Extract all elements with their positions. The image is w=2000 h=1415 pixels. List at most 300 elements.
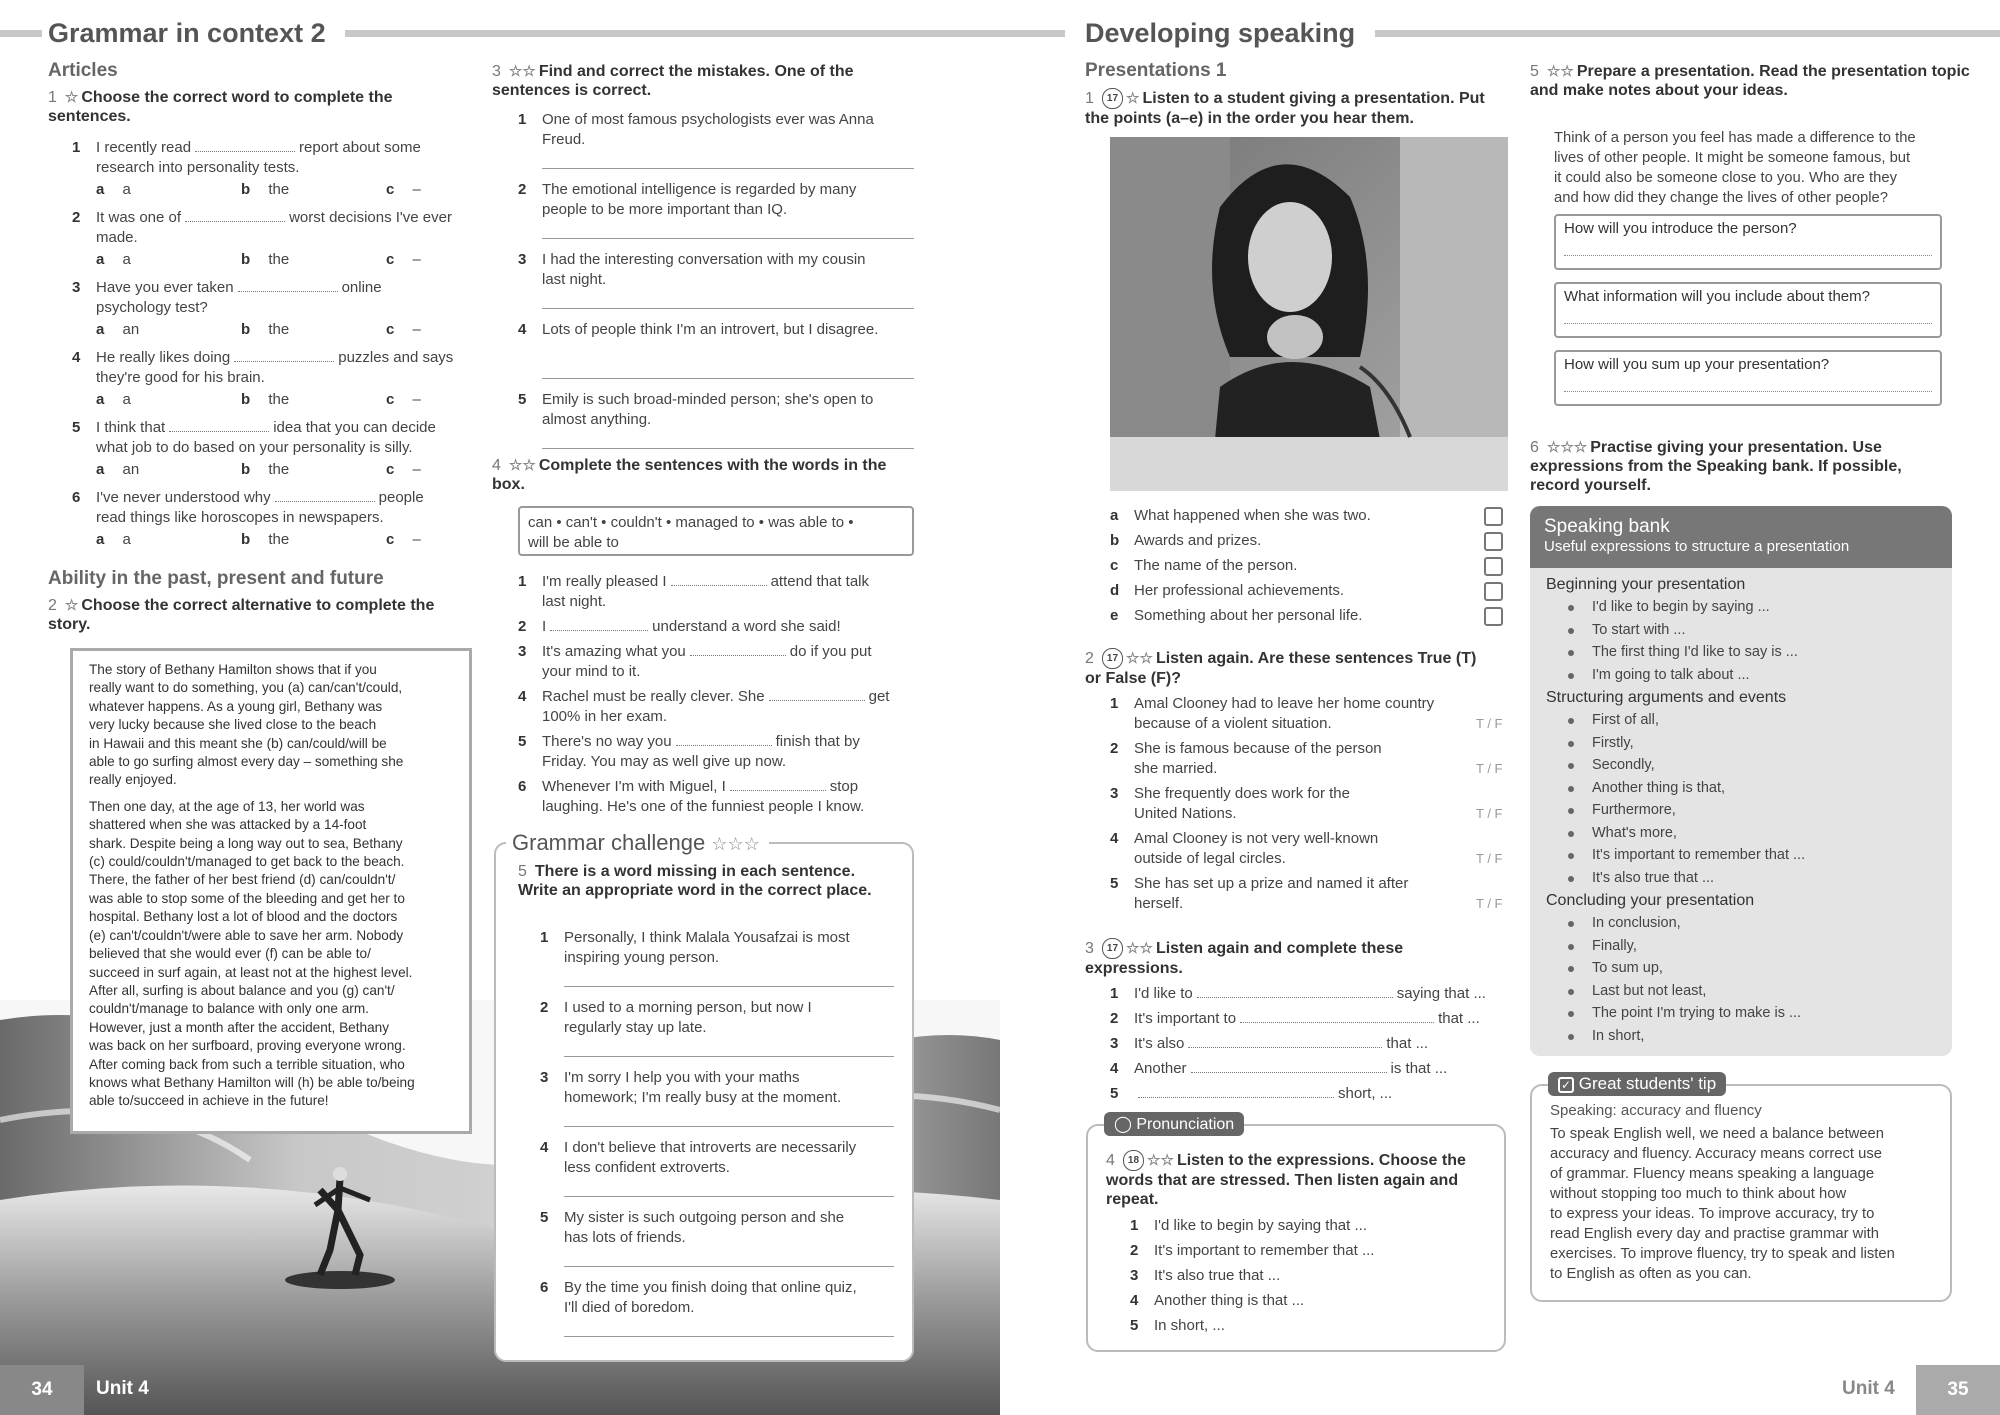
item-text xyxy=(564,998,812,1038)
speaking-exercise-6-instruction: 6 ☆☆☆ Practise giving your presentation. Use expressions from the Speaking bank. If possible, record yourself. xyxy=(1530,439,1902,494)
item-text-pre: It's important to xyxy=(1134,1010,1237,1027)
exercise-5-instruction: 5 There is a word missing in each sentence. Write an appropriate word in the correct place. xyxy=(518,863,872,899)
item-text xyxy=(542,687,889,727)
item-text xyxy=(96,278,382,318)
bank-expression: What's more, xyxy=(1592,824,1677,841)
item-line2: Friday. You may as well give up now. xyxy=(542,753,787,770)
answer-line[interactable] xyxy=(564,1056,894,1057)
item-line2: inspiring young person. xyxy=(564,949,720,966)
order-checkbox[interactable] xyxy=(1484,607,1503,626)
blank-line[interactable] xyxy=(671,574,767,586)
speaking-bank-subtitle: Useful expressions to structure a presentation xyxy=(1544,538,1850,555)
bank-expression: Last but not least, xyxy=(1592,982,1707,999)
story-line: succeed in surf again, at least not at the highest level. xyxy=(89,964,413,980)
item-line2: herself. xyxy=(1134,895,1184,912)
blank-line[interactable] xyxy=(1240,1011,1434,1023)
item-line1: Amal Clooney had to leave her home country xyxy=(1134,695,1435,712)
word-box xyxy=(518,506,914,556)
topic-line: Think of a person you feel has made a difference to the xyxy=(1554,130,1916,146)
point-letter: a xyxy=(1110,507,1119,524)
item-line1: Amal Clooney is not very well-known xyxy=(1134,830,1379,847)
story-line: hospital. Bethany lost a lot of blood and the doctors xyxy=(89,909,398,925)
item-text-pre: Have you ever taken xyxy=(96,279,234,296)
blank-line[interactable] xyxy=(1191,1061,1387,1073)
item-number: 3 xyxy=(1130,1267,1139,1284)
bank-expression: Finally, xyxy=(1592,937,1637,954)
item-text-post: attend that talk xyxy=(770,573,869,590)
item-number: 4 xyxy=(518,321,527,338)
option-text: – xyxy=(412,531,421,548)
star-icon: ☆ xyxy=(64,89,79,106)
item-number: 3 xyxy=(518,251,527,268)
unit-label-left: Unit 4 xyxy=(96,1378,149,1399)
order-checkbox[interactable] xyxy=(1484,582,1503,601)
option[interactable]: a a xyxy=(96,181,131,198)
point-letter: c xyxy=(1110,557,1119,574)
option-text: the xyxy=(268,321,290,338)
bank-expression: First of all, xyxy=(1592,712,1659,728)
option[interactable]: a an xyxy=(96,321,140,338)
story-line: believed that she would ever (f) can be able to/ xyxy=(89,946,371,962)
true-false-choice[interactable]: T / F xyxy=(1476,761,1503,776)
item-text: Another thing is that ... xyxy=(1154,1292,1305,1309)
story-paragraph-1 xyxy=(89,661,453,790)
item-number: 5 xyxy=(72,419,81,436)
true-false-choice[interactable]: T / F xyxy=(1476,716,1503,731)
item-text-post: that ... xyxy=(1438,1010,1480,1027)
blank-line[interactable] xyxy=(169,420,269,432)
item-number: 5 xyxy=(518,733,527,750)
story-line: (e) can't/couldn't/were able to save her arm. Nobody xyxy=(89,927,404,943)
title-rule xyxy=(345,30,1065,37)
answer-line[interactable] xyxy=(542,378,914,379)
item-text xyxy=(1134,1084,1392,1104)
presentation-topic xyxy=(1554,128,1916,208)
blank-line[interactable] xyxy=(676,734,772,746)
page-title-left: Grammar in context 2 xyxy=(48,18,326,48)
story-line: Then one day, at the age of 13, her world was xyxy=(89,798,365,814)
star-icon: ☆☆ xyxy=(1546,63,1574,80)
checkbox-icon: ✓ xyxy=(1558,1077,1574,1093)
item-text xyxy=(96,138,421,178)
item-number: 5 xyxy=(1110,1085,1119,1102)
item-line2: outside of legal circles. xyxy=(1134,850,1286,867)
title-rule xyxy=(0,30,42,37)
option[interactable]: c – xyxy=(386,391,421,408)
item-text: It's also true that ... xyxy=(1154,1267,1281,1284)
item-text-line2: psychology test? xyxy=(96,299,208,316)
story-line: The story of Bethany Hamilton shows that if you xyxy=(89,662,377,677)
tip-line: of grammar. Fluency means speaking a language xyxy=(1550,1166,1875,1182)
tip-line: accuracy and fluency. Accuracy means correct use xyxy=(1550,1146,1882,1162)
true-false-choice[interactable]: T / F xyxy=(1476,806,1503,821)
item-number: 1 xyxy=(518,573,527,590)
item-number: 4 xyxy=(1110,1060,1119,1077)
bank-expression: The first thing I'd like to say is ... xyxy=(1592,644,1798,660)
star-icon: ☆☆ xyxy=(1126,650,1153,667)
point-text: Awards and prizes. xyxy=(1134,532,1262,549)
story-line: really want to do something, you (a) can/can't/could, xyxy=(89,680,403,696)
item-line2: because of a violent situation. xyxy=(1134,715,1332,732)
item-text xyxy=(564,1278,857,1318)
bethany-story-box xyxy=(70,648,472,1134)
answer-line[interactable] xyxy=(542,448,914,449)
item-text-post: that ... xyxy=(1386,1035,1429,1052)
order-checkbox[interactable] xyxy=(1484,507,1503,526)
item-text xyxy=(96,418,436,458)
point-text: What happened when she was two. xyxy=(1134,507,1371,524)
item-number: 3 xyxy=(1110,1035,1119,1052)
item-line1: The emotional intelligence is regarded by many xyxy=(542,181,857,198)
point-letter: d xyxy=(1110,582,1120,599)
option[interactable]: c – xyxy=(386,251,421,268)
option-text: the xyxy=(268,531,290,548)
tip-line: read English every day and practise grammar with xyxy=(1550,1226,1879,1242)
option[interactable]: a a xyxy=(96,531,131,548)
item-text xyxy=(564,1208,844,1248)
page-number-right: 35 xyxy=(1916,1365,2000,1415)
item-line1: I don't believe that introverts are necessarily xyxy=(564,1139,857,1156)
item-text-post: is that ... xyxy=(1390,1060,1448,1077)
item-line1: My sister is such outgoing person and she xyxy=(564,1209,845,1226)
item-text-line2: research into personality tests. xyxy=(96,159,300,176)
blank-line[interactable] xyxy=(234,350,334,362)
point-text: Something about her personal life. xyxy=(1134,607,1363,624)
option-text: a xyxy=(122,251,131,268)
item-number: 4 xyxy=(1110,830,1119,847)
item-text-post: saying that ... xyxy=(1396,985,1486,1002)
item-text: In short, ... xyxy=(1154,1317,1225,1334)
item-text-pre: I recently read xyxy=(96,139,192,156)
blank-line[interactable] xyxy=(769,689,865,701)
exercise-1-instruction: 1 ☆ Choose the correct word to complete the sentences. xyxy=(48,89,393,125)
item-line2: United Nations. xyxy=(1134,805,1237,822)
tip-subtitle: Speaking: accuracy and fluency xyxy=(1550,1102,1762,1119)
item-number: 5 xyxy=(1130,1317,1139,1334)
item-number: 2 xyxy=(72,209,81,226)
item-line1: I had the interesting conversation with my cousin xyxy=(542,251,866,268)
answer-line[interactable] xyxy=(564,1126,894,1127)
story-line: shattered when she was attacked by a 14-foot xyxy=(89,817,367,833)
item-text-pre: Another xyxy=(1134,1060,1187,1077)
item-text-pre: I'd like to xyxy=(1134,985,1193,1002)
item-text xyxy=(1134,1009,1480,1029)
blank-line[interactable] xyxy=(690,644,786,656)
bank-expression: It's also true that ... xyxy=(1592,869,1715,886)
item-text xyxy=(1134,694,1434,734)
blank-line[interactable] xyxy=(1197,986,1393,998)
page-title-right: Developing speaking xyxy=(1085,18,1356,48)
order-checkbox[interactable] xyxy=(1484,557,1503,576)
item-text xyxy=(1134,874,1408,914)
story-line: couldn't/manage to balance with only one arm. xyxy=(89,1001,369,1017)
item-text: I'd like to begin by saying that ... xyxy=(1154,1217,1367,1234)
item-text-line2: made. xyxy=(96,229,138,246)
item-number: 3 xyxy=(1110,785,1119,802)
item-number: 2 xyxy=(518,618,527,635)
item-text-pre: It's also xyxy=(1134,1035,1185,1052)
item-number: 3 xyxy=(72,279,81,296)
answer-line[interactable] xyxy=(564,1336,894,1337)
item-number: 4 xyxy=(72,349,81,366)
item-number: 2 xyxy=(540,999,549,1016)
item-line1: I used to a morning person, but now I xyxy=(564,999,812,1016)
item-line2: last night. xyxy=(542,593,607,610)
true-false-choice[interactable]: T / F xyxy=(1476,851,1503,866)
item-number: 1 xyxy=(1110,695,1119,712)
bank-expression: I'd like to begin by saying ... xyxy=(1592,599,1770,615)
bank-expression: To start with ... xyxy=(1592,621,1686,638)
item-line1: She is famous because of the person xyxy=(1134,740,1382,757)
story-line: really enjoyed. xyxy=(89,772,177,788)
speaking-exercise-5-instruction: 5 ☆☆ Prepare a presentation. Read the presentation topic and make notes about your ideas. xyxy=(1530,63,1970,99)
pronunciation-label: ◯ Pronunciation xyxy=(1104,1112,1244,1136)
option[interactable]: b the xyxy=(241,531,290,548)
question-box-1: How will you introduce the person? xyxy=(1554,214,1942,270)
item-line2: less confident extroverts. xyxy=(564,1159,730,1176)
speaking-exercise-3-instruction: 3 17 ☆☆ Listen again and complete these expressions. xyxy=(1085,940,1404,977)
tip-line: to English as often as you can. xyxy=(1550,1266,1752,1282)
star-icon: ☆☆ xyxy=(508,63,536,80)
item-number: 2 xyxy=(1130,1242,1139,1259)
item-line2: last night. xyxy=(542,271,607,288)
star-icon: ☆☆ xyxy=(1126,940,1153,957)
speech-bubble-icon: ◯ xyxy=(1114,1116,1132,1133)
item-line2: has lots of friends. xyxy=(564,1229,686,1246)
item-text-pre: I'm really pleased I xyxy=(542,573,667,590)
item-number: 6 xyxy=(540,1279,549,1296)
point-text: The name of the person. xyxy=(1134,557,1298,574)
item-text-post: get xyxy=(868,688,890,705)
blank-line[interactable] xyxy=(730,779,826,791)
answer-line[interactable] xyxy=(542,168,914,169)
story-line: very lucky because she lived close to the beach xyxy=(89,717,377,733)
item-number: 1 xyxy=(72,139,81,156)
item-line1: By the time you finish doing that online quiz, xyxy=(564,1279,857,1296)
bank-expression: It's important to remember that ... xyxy=(1592,847,1806,863)
story-line: in Hawaii and this meant she (b) can/could/will be xyxy=(89,735,387,751)
question-box-2: What information will you include about them? xyxy=(1554,282,1942,338)
option-text: the xyxy=(268,251,290,268)
item-text-post: people xyxy=(378,489,424,506)
pronunciation-instruction: 4 18 ☆☆ Listen to the expressions. Choose the words that are stressed. Then listen again and repeat. xyxy=(1106,1152,1466,1208)
item-text xyxy=(564,1138,856,1178)
topic-line: it could also be someone close to you. Who are they xyxy=(1554,170,1897,186)
true-false-choice[interactable]: T / F xyxy=(1476,896,1503,911)
item-text-pre: I've never understood why xyxy=(96,489,271,506)
option[interactable]: c – xyxy=(386,461,421,478)
item-text-pre: He really likes doing xyxy=(96,349,231,366)
tip-line: to express your ideas. To improve accuracy, try to xyxy=(1550,1206,1875,1222)
tip-text xyxy=(1550,1124,1895,1284)
order-checkbox[interactable] xyxy=(1484,532,1503,551)
item-number: 2 xyxy=(518,181,527,198)
item-line2: I'll died of boredom. xyxy=(564,1299,695,1316)
option-text: – xyxy=(412,391,421,408)
star-icon: ☆☆ xyxy=(508,457,536,474)
item-text xyxy=(542,250,866,290)
bank-expression: I'm going to talk about ... xyxy=(1592,666,1750,683)
item-text-pre: I xyxy=(542,618,547,635)
story-line: knows what Bethany Hamilton will (h) be able to/being xyxy=(89,1074,415,1090)
option-text: the xyxy=(268,461,290,478)
question-box-3: How will you sum up your presentation? xyxy=(1554,350,1942,406)
item-line2: your mind to it. xyxy=(542,663,641,680)
item-line2: people to be more important than IQ. xyxy=(542,201,788,218)
item-text-post: report about some xyxy=(299,139,421,156)
tip-line: To speak English well, we need a balance between xyxy=(1550,1126,1884,1142)
blank-line[interactable] xyxy=(238,280,338,292)
star-icon: ☆ xyxy=(1126,90,1140,107)
audio-icon: 18 xyxy=(1123,1150,1144,1171)
story-line: shark. Despite being a long way out to sea, Bethany xyxy=(89,835,403,851)
item-text xyxy=(542,642,872,682)
story-line: After all, surfing is about balance and you (g) can't/ xyxy=(89,982,395,998)
item-text xyxy=(542,110,874,150)
item-text-line2: they're good for his brain. xyxy=(96,369,265,386)
item-text xyxy=(1134,1059,1447,1079)
item-text xyxy=(542,180,856,220)
answer-line[interactable] xyxy=(542,308,914,309)
audio-icon: 17 xyxy=(1102,938,1123,959)
blank-line[interactable] xyxy=(185,210,285,222)
item-text xyxy=(564,928,850,968)
bank-expression: Firstly, xyxy=(1592,734,1634,751)
exercise-3-instruction: 3 ☆☆ Find and correct the mistakes. One of the sentences is correct. xyxy=(492,63,854,99)
point-letter: b xyxy=(1110,532,1120,549)
bank-expression: To sum up, xyxy=(1592,960,1663,976)
item-text: It's important to remember that ... xyxy=(1154,1242,1375,1259)
item-line1: Lots of people think I'm an introvert, but I disagree. xyxy=(542,321,879,338)
option[interactable]: a an xyxy=(96,461,140,478)
item-line2: she married. xyxy=(1134,760,1218,777)
item-text-pre: It's amazing what you xyxy=(542,643,686,660)
item-line1: She has set up a prize and named it after xyxy=(1134,875,1409,892)
answer-line[interactable] xyxy=(564,1266,894,1267)
option[interactable]: b the xyxy=(241,321,290,338)
blank-line[interactable] xyxy=(275,490,375,502)
item-text-pre: Whenever I'm with Miguel, I xyxy=(542,778,726,795)
item-text xyxy=(542,617,841,637)
point-letter: e xyxy=(1110,607,1119,624)
item-text xyxy=(564,1068,841,1108)
ability-heading: Ability in the past, present and future xyxy=(48,568,384,589)
item-text xyxy=(542,390,873,430)
tip-line: without stopping too much to think about how xyxy=(1550,1186,1847,1202)
option-text: the xyxy=(268,391,290,408)
item-text-pre: There's no way you xyxy=(542,733,672,750)
speaking-exercise-1-instruction: 1 17 ☆ Listen to a student giving a presentation. Put the points (a–e) in the order you hear them. xyxy=(1085,90,1485,127)
item-text-pre: Rachel must be really clever. She xyxy=(542,688,765,705)
answer-line[interactable] xyxy=(542,238,914,239)
story-line: There, the father of her best friend (d) can/couldn't/ xyxy=(89,872,396,888)
star-icon: ☆☆ xyxy=(1147,1152,1174,1169)
item-line2: laughing. He's one of the funniest people I know. xyxy=(542,798,865,815)
story-line: After coming back from such a terrible situation, who xyxy=(89,1056,405,1072)
option-text: a xyxy=(122,391,131,408)
page-number-left: 34 xyxy=(0,1365,84,1415)
item-number: 5 xyxy=(1110,875,1119,892)
item-line2: regularly stay up late. xyxy=(564,1019,707,1036)
blank-line[interactable] xyxy=(550,619,648,631)
item-number: 1 xyxy=(518,111,527,128)
answer-line[interactable] xyxy=(564,986,894,987)
story-line: able to/succeed in achieve in the future! xyxy=(89,1093,329,1109)
option[interactable]: c – xyxy=(386,531,421,548)
tip-line: exercises. To improve fluency, try to speak and listen xyxy=(1550,1246,1895,1262)
item-text-post: online xyxy=(341,279,382,296)
option-text: – xyxy=(412,461,421,478)
option[interactable]: c – xyxy=(386,181,421,198)
story-line: (c) could/couldn't/managed to get back to the beach. xyxy=(89,854,405,870)
speaking-exercise-2-instruction: 2 17 ☆☆ Listen again. Are these sentences True (T) or False (F)? xyxy=(1085,650,1477,687)
bank-expression: Another thing is that, xyxy=(1592,779,1725,796)
answer-line[interactable] xyxy=(564,1196,894,1197)
title-rule xyxy=(1375,30,2000,37)
word-box-line-2: will be able to xyxy=(528,534,619,551)
item-text xyxy=(1134,829,1378,869)
option[interactable]: b the xyxy=(241,251,290,268)
bank-expression: In conclusion, xyxy=(1592,915,1681,931)
word-box-line-1: can • can't • couldn't • managed to • was able to • xyxy=(528,514,854,531)
unit-label-right: Unit 4 xyxy=(1842,1378,1895,1399)
option-text: a xyxy=(122,181,131,198)
item-text xyxy=(542,320,878,340)
exercise-2-instruction: 2 ☆ Choose the correct alternative to complete the story. xyxy=(48,597,435,633)
speaking-bank-title: Speaking bank xyxy=(1544,516,1670,537)
item-text xyxy=(542,732,860,772)
woman-photo xyxy=(1110,137,1508,491)
story-line: was able to stop some of the bleeding and get her to xyxy=(89,890,405,906)
item-text-post: finish that by xyxy=(775,733,860,750)
item-text xyxy=(1134,784,1350,824)
bank-group-heading: Beginning your presentation xyxy=(1546,576,1746,593)
item-text xyxy=(96,348,453,388)
item-text-post: understand a word she said! xyxy=(652,618,841,635)
option[interactable]: b the xyxy=(241,391,290,408)
option[interactable]: c – xyxy=(386,321,421,338)
item-text xyxy=(542,777,864,817)
option[interactable]: a a xyxy=(96,391,131,408)
articles-heading: Articles xyxy=(48,60,118,81)
bank-expression: Secondly, xyxy=(1592,757,1655,773)
item-line1: One of most famous psychologists ever was Anna xyxy=(542,111,874,128)
option[interactable]: b the xyxy=(241,461,290,478)
option[interactable]: b the xyxy=(241,181,290,198)
item-text-post: puzzles and says xyxy=(338,349,454,366)
bank-group-heading: Concluding your presentation xyxy=(1546,892,1755,909)
item-text-post: idea that you can decide xyxy=(273,419,436,436)
blank-line[interactable] xyxy=(195,140,295,152)
item-text-pre: I think that xyxy=(96,419,166,436)
option-text: the xyxy=(268,181,290,198)
blank-line[interactable] xyxy=(1138,1086,1334,1098)
point-text: Her professional achievements. xyxy=(1134,582,1345,599)
item-text-post: do if you put xyxy=(789,643,872,660)
item-text xyxy=(542,572,869,612)
bank-expression: In short, xyxy=(1592,1027,1645,1044)
item-line1: She frequently does work for the xyxy=(1134,785,1350,802)
item-number: 6 xyxy=(518,778,527,795)
item-line1: Personally, I think Malala Yousafzai is most xyxy=(564,929,850,946)
blank-line[interactable] xyxy=(1188,1036,1382,1048)
option-text: – xyxy=(412,251,421,268)
item-number: 1 xyxy=(1110,985,1119,1002)
item-number: 5 xyxy=(540,1209,549,1226)
option[interactable]: a a xyxy=(96,251,131,268)
item-text-post: stop xyxy=(829,778,859,795)
story-line: able to go surfing almost every day – something she xyxy=(89,754,404,770)
